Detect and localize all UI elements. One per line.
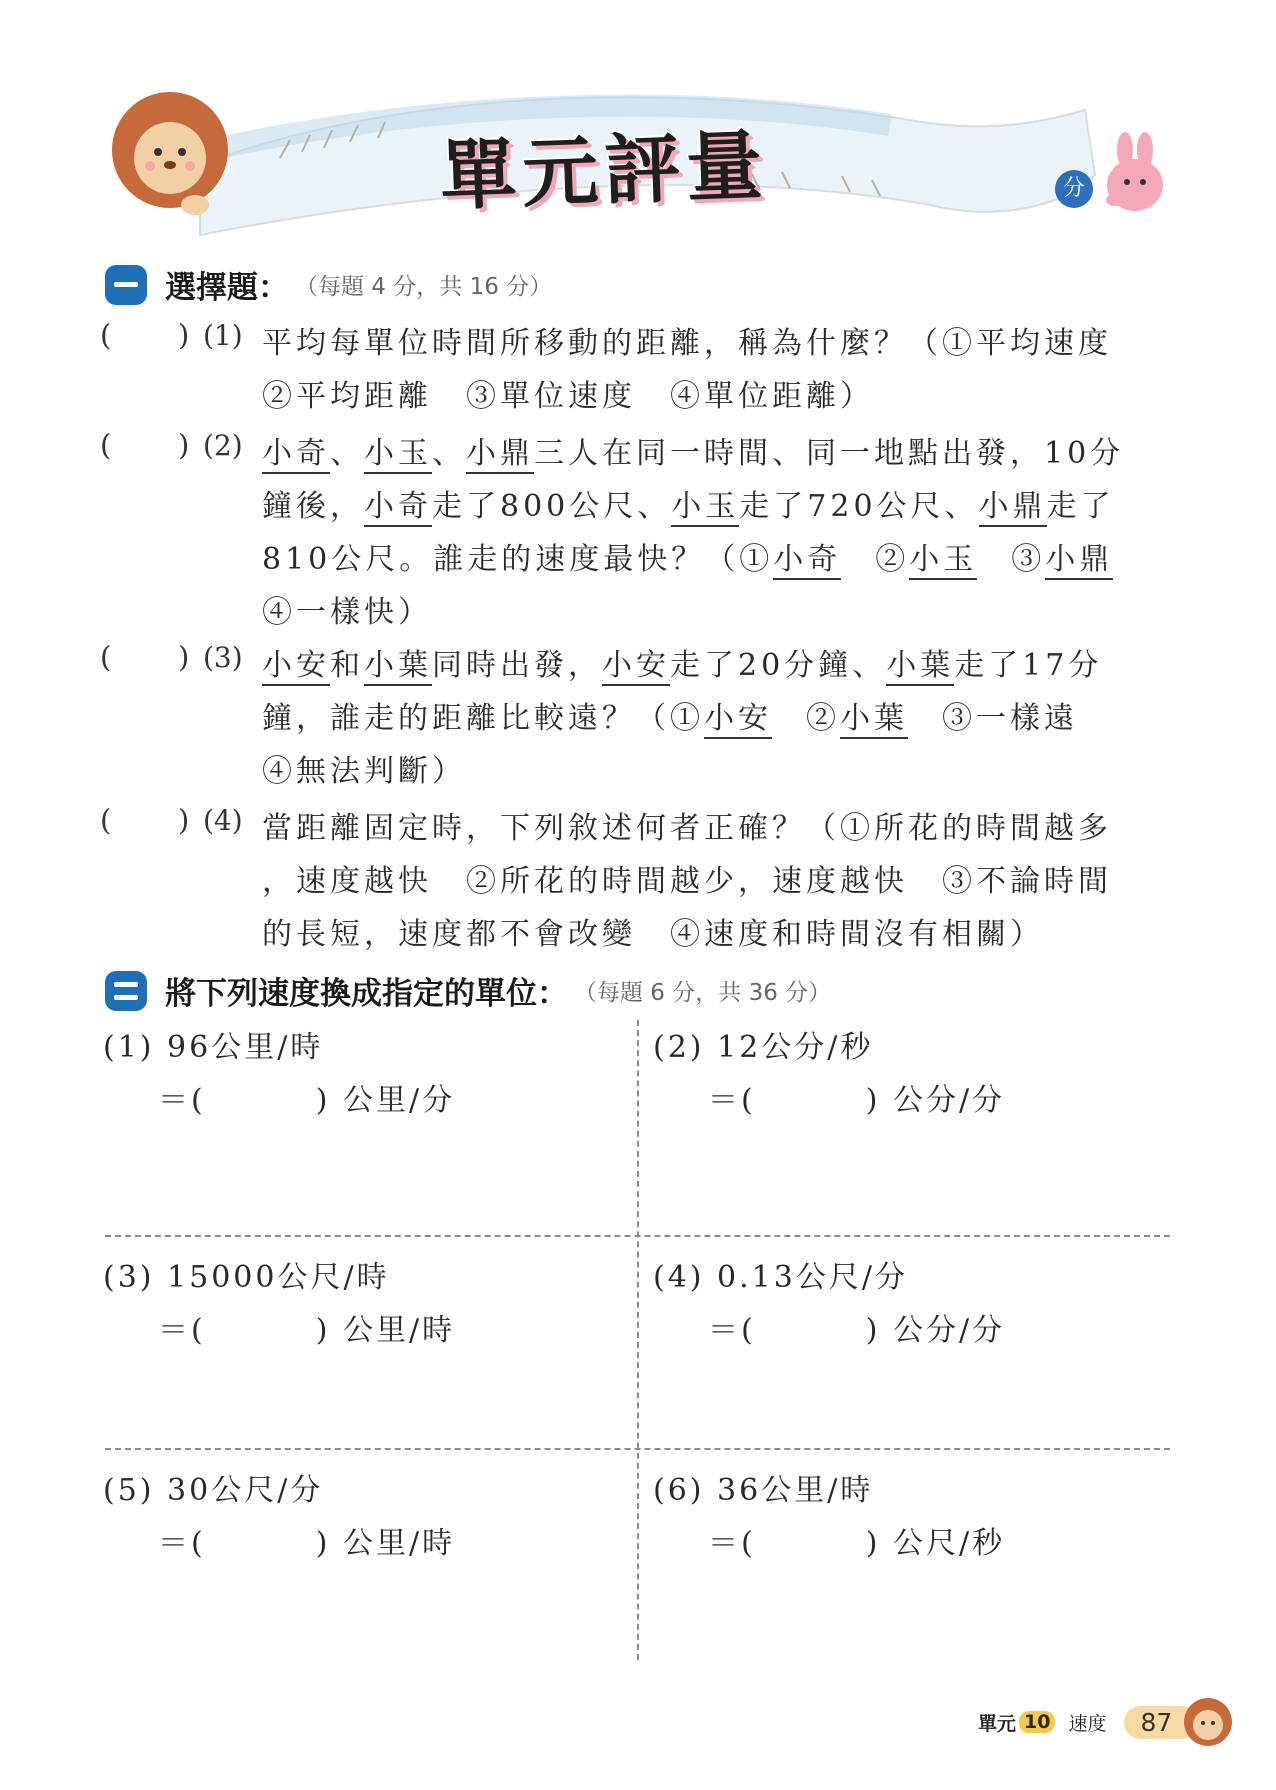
name-underlined: 小葉 <box>364 648 432 686</box>
text-segment: 和 <box>330 648 364 683</box>
question-text-line <box>262 481 1115 525</box>
item-target-unit: ) 公里/分 <box>315 1083 456 1118</box>
answer-paren-left: ( <box>100 640 112 674</box>
text-segment: 、 <box>432 436 466 471</box>
item-value: 96公里/時 <box>167 1030 324 1065</box>
section-1-header <box>105 262 552 307</box>
section-1-number-icon <box>105 265 147 305</box>
item-target-unit: ) 公分/分 <box>865 1313 1006 1348</box>
answer-paren-right: ) <box>178 428 190 462</box>
item-number: (1) <box>103 1030 155 1065</box>
text-segment: ，速度越快 ②所花的時間越少，速度越快 ③不論時間 <box>262 864 1112 899</box>
question-text-line <box>262 587 432 631</box>
item-number: (6) <box>653 1473 705 1508</box>
section-2-header <box>105 968 831 1013</box>
question-text-line <box>262 693 1078 737</box>
answer-blank[interactable] <box>118 803 173 837</box>
section-2-title: 將下列速度換成指定的單位： <box>165 976 568 1012</box>
answer-blank[interactable] <box>118 318 173 352</box>
answer-blank[interactable] <box>118 428 173 462</box>
name-underlined: 小鼎 <box>979 489 1047 527</box>
text-segment: 三人在同一時間、同一地點出發，10分 <box>534 436 1125 471</box>
answer-paren-left: ( <box>100 803 112 837</box>
question-text-line <box>262 534 1113 578</box>
answer-paren-left: ( <box>100 428 112 462</box>
question-number: (3) <box>203 641 243 674</box>
grid-vertical-divider <box>637 1020 639 1660</box>
name-underlined: 小葉 <box>840 701 908 739</box>
item-number: (2) <box>653 1030 705 1065</box>
item-target-unit: ) 公里/時 <box>315 1313 456 1348</box>
text-segment: 走了20分鐘、 <box>670 648 887 683</box>
name-underlined: 小鼎 <box>1045 542 1113 580</box>
name-underlined: 小玉 <box>364 436 432 474</box>
item-open-paren: ＝( <box>158 1313 206 1348</box>
question-number: (1) <box>203 319 243 352</box>
question-number: (2) <box>203 429 243 462</box>
item-value: 15000公尺/時 <box>167 1260 390 1295</box>
text-segment: 810公尺。誰走的速度最快？（① <box>262 542 774 577</box>
text-segment: 的長短，速度都不會改變 ④速度和時間沒有相關） <box>262 917 1044 952</box>
name-underlined: 小玉 <box>909 542 977 580</box>
section-1-score-note: （每題 4 分，共 16 分） <box>295 274 553 300</box>
item-open-paren: ＝( <box>708 1526 756 1561</box>
bunny-mascot-icon <box>1106 132 1163 211</box>
item-value: 0.13公尺/分 <box>717 1260 908 1295</box>
page-number: 87 <box>1124 1706 1198 1739</box>
answer-paren-left: ( <box>100 318 112 352</box>
text-segment: 鐘後， <box>262 489 364 524</box>
answer-paren-right: ) <box>178 803 190 837</box>
question-text-line <box>262 856 1112 900</box>
item-open-paren: ＝( <box>708 1313 756 1348</box>
title-banner <box>110 80 1180 255</box>
text-segment: ③一樣遠 <box>908 701 1078 736</box>
item-target-unit: ) 公尺/秒 <box>865 1526 1006 1561</box>
item-target-unit: ) 公里/時 <box>315 1526 456 1561</box>
section-2-number-icon <box>105 971 147 1011</box>
text-segment: ② <box>772 701 840 736</box>
question-text-line <box>262 371 874 415</box>
text-segment: 平均每單位時間所移動的距離，稱為什麼？（①平均速度 <box>262 326 1112 361</box>
item-open-paren: ＝( <box>708 1083 756 1118</box>
question-text-line <box>262 746 466 790</box>
section-1-title: 選擇題： <box>165 270 289 306</box>
answer-paren-right: ) <box>178 318 190 352</box>
section-2-score-note: （每題 6 分，共 36 分） <box>574 980 832 1006</box>
text-segment: ②平均距離 ③單位速度 ④單位距離） <box>262 379 874 414</box>
name-underlined: 小安 <box>602 648 670 686</box>
name-underlined: 小奇 <box>262 436 330 474</box>
item-target-unit: ) 公分/分 <box>865 1083 1006 1118</box>
question-text-line <box>262 640 1102 684</box>
text-segment: 走了800公尺、 <box>432 489 672 524</box>
text-segment: 走了720公尺、 <box>739 489 979 524</box>
score-badge: 分 <box>1055 170 1093 208</box>
text-segment: 走了 <box>1046 489 1115 524</box>
question-text-line <box>262 428 1124 472</box>
name-underlined: 小安 <box>262 648 330 686</box>
text-segment: 、 <box>330 436 364 471</box>
name-underlined: 小鼎 <box>466 436 534 474</box>
text-segment: ③ <box>977 542 1046 577</box>
text-segment: ④無法判斷） <box>262 754 466 789</box>
lion-corner-icon <box>1176 1692 1236 1752</box>
text-segment: 當距離固定時，下列敘述何者正確？（①所花的時間越多 <box>262 811 1112 846</box>
item-open-paren: ＝( <box>158 1526 206 1561</box>
item-number: (4) <box>653 1260 705 1295</box>
name-underlined: 小奇 <box>773 542 841 580</box>
answer-paren-right: ) <box>178 640 190 674</box>
question-number: (4) <box>203 804 243 837</box>
name-underlined: 小玉 <box>671 489 739 527</box>
text-segment: ② <box>841 542 910 577</box>
text-segment: 同時出發， <box>432 648 602 683</box>
item-number: (5) <box>103 1473 155 1508</box>
name-underlined: 小葉 <box>886 648 954 686</box>
page-footer <box>978 1692 1236 1752</box>
question-text-line <box>262 803 1112 847</box>
page-title: 單元評量 <box>438 120 770 221</box>
item-number: (3) <box>103 1260 155 1295</box>
footer-unit-number: 10 <box>1019 1711 1055 1733</box>
answer-blank[interactable] <box>118 640 173 674</box>
name-underlined: 小奇 <box>364 489 432 527</box>
footer-topic: 速度 <box>1068 1712 1107 1735</box>
text-segment: 走了17分 <box>954 648 1103 683</box>
item-value: 12公分/秒 <box>717 1030 874 1065</box>
item-value: 30公尺/分 <box>167 1473 324 1508</box>
grid-horizontal-divider <box>105 1448 1170 1450</box>
grid-horizontal-divider <box>105 1235 1170 1237</box>
name-underlined: 小安 <box>704 701 772 739</box>
question-text-line <box>262 909 1044 953</box>
item-open-paren: ＝( <box>158 1083 206 1118</box>
question-text-line <box>262 318 1112 362</box>
footer-unit-label: 單元 <box>978 1712 1017 1735</box>
text-segment: ④一樣快） <box>262 595 432 630</box>
text-segment: 鐘，誰走的距離比較遠？（① <box>262 701 704 736</box>
item-value: 36公里/時 <box>717 1473 874 1508</box>
